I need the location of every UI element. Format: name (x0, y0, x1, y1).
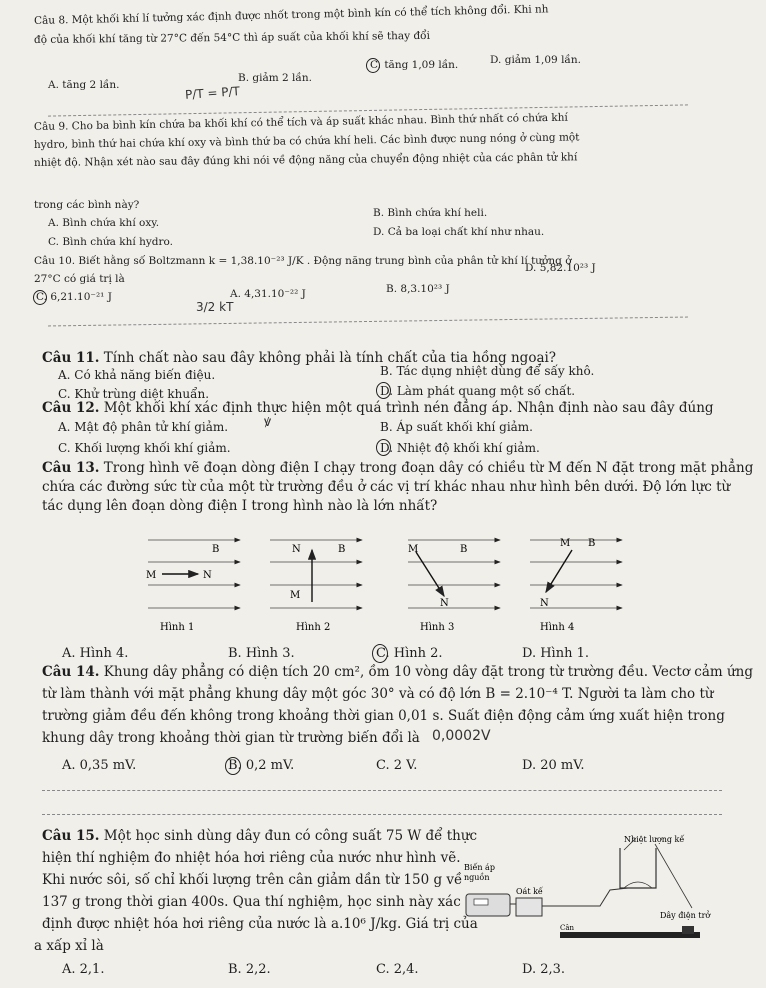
q15-apparatus-figure (460, 828, 715, 940)
q13-answer-circle (372, 644, 388, 663)
q9-line4: trong các bình này? (34, 199, 140, 211)
fig-label-source-2: nguồn (464, 873, 490, 882)
fig-label-wire: Dây điện trở (660, 911, 711, 920)
q13-figures (140, 520, 650, 632)
fig3-caption: Hình 3 (420, 622, 455, 632)
fig1-caption: Hình 1 (160, 622, 195, 632)
q12-option-b[interactable]: B. Áp suất khối khí giảm. (380, 420, 533, 434)
q13-line2: chứa các đường sức từ của một từ trường đều ở các vị trí khác nhau như hình bên dưới. Độ lớn lực từ (42, 479, 731, 495)
q12-answer-circle (376, 439, 391, 456)
q14-line4: khung dây trong khoảng thời gian từ trường biến đổi là (42, 730, 420, 746)
fig3-label-b: B (460, 544, 468, 555)
q15-line5: định được nhiệt hóa hơi riêng của nước là a.10⁶ J/kg. Giá trị của (42, 916, 478, 932)
q10-option-b[interactable]: B. 8,3.10²³ J (386, 283, 450, 295)
fig1-label-b: B (212, 544, 220, 555)
q15-line4: 137 g trong thời gian 400s. Qua thí nghiệm, học sinh này xác (42, 894, 461, 910)
q8-option-c[interactable]: C. tăng 1,09 lần. (370, 59, 459, 71)
q9-option-b[interactable]: B. Bình chứa khí heli. (373, 207, 488, 219)
divider (42, 814, 722, 815)
q8-line2: độ của khối khí tăng từ 27°C đến 54°C thì áp suất của khối khí sẽ thay đổi (33, 29, 431, 46)
balance-base (560, 932, 700, 938)
q11-answer-circle (376, 382, 391, 399)
q15-option-a[interactable]: A. 2,1. (62, 962, 105, 977)
q8-line1: Câu 8. Một khối khí lí tưởng xác định được nhốt trong một bình kín có thể tích không đổi. Khi nh (33, 3, 549, 27)
q10-line2: 27°C có giá trị là (34, 273, 125, 285)
fig-label-source-1: Biến áp (464, 863, 495, 872)
q14-option-d[interactable]: D. 20 mV. (522, 758, 585, 773)
fig4-label-m: M (560, 538, 571, 549)
fig3-label-n: N (440, 598, 449, 609)
fig2-label-m: M (290, 590, 301, 601)
q8-option-d[interactable]: D. giảm 1,09 lần. (490, 54, 581, 66)
q9-line3: nhiệt độ. Nhận xét nào sau đây đúng khi nói về động năng của chuyển động nhiệt của các phân tử khí (33, 151, 578, 169)
fig4-label-b: B (588, 538, 596, 549)
fig3-label-m: M (408, 544, 419, 555)
q11-option-c[interactable]: C. Khử trùng diệt khuẩn. (58, 387, 210, 401)
q13-line3: tác dụng lên đoạn dòng điện I trong hình nào là lớn nhất? (42, 498, 438, 514)
q15-option-b[interactable]: B. 2,2. (228, 962, 271, 977)
q9-option-a[interactable]: A. Bình chứa khí oxy. (48, 217, 160, 229)
figure-3 (408, 540, 500, 609)
q9-line1: Câu 9. Cho ba bình kín chứa ba khối khí có thể tích và áp suất khác nhau. Bình thứ nhất có chứa khí (33, 111, 568, 133)
fig4-caption: Hình 4 (540, 622, 575, 632)
fig1-label-n: N (203, 570, 212, 581)
q14-line2: từ làm thành với mặt phẳng khung dây một góc 30° và có độ lớn B = 2.10⁻⁴ T. Người ta làm cho từ (42, 686, 714, 702)
q9-option-d[interactable]: D. Cả ba loại chất khí như nhau. (373, 226, 545, 238)
q12-option-d[interactable]: D. Nhiệt độ khối khí giảm. (380, 441, 540, 455)
q8-option-b[interactable]: B. giảm 2 lần. (238, 72, 312, 84)
figure-2 (270, 540, 362, 608)
q10-option-a[interactable]: A. 4,31.10⁻²² J (230, 288, 306, 300)
q11-line1: Câu 11. Tính chất nào sau đây không phải là tính chất của tia hồng ngoại? (42, 350, 557, 366)
q14-line3: trường giảm đều đến không trong khoảng thời gian 0,01 s. Suất điện động cảm ứng xuất hiện trong (42, 708, 725, 724)
q11-option-b[interactable]: B. Tác dụng nhiệt dùng để sấy khô. (380, 364, 595, 378)
wattmeter-box (516, 898, 542, 916)
q13-line1: Câu 13. Trong hình vẽ đoạn dòng điện I chạy trong đoạn dây có chiều từ M đến N đặt trong mặt phẳng (42, 460, 754, 476)
q8-option-a[interactable]: A. tăng 2 lần. (48, 79, 120, 91)
figure-4 (530, 538, 622, 609)
q15-line2: hiện thí nghiệm đo nhiệt hóa hơi riêng của nước như hình vẽ. (42, 850, 461, 866)
fig-label-wattmeter: Oát kế (516, 887, 543, 896)
q12-option-c[interactable]: C. Khối lượng khối khí giảm. (58, 441, 231, 455)
q13-option-b[interactable]: B. Hình 3. (228, 646, 295, 661)
q15-option-c[interactable]: C. 2,4. (376, 962, 419, 977)
fig-label-calorimeter: Nhiệt lượng kế (624, 835, 685, 844)
figure-1 (146, 540, 240, 608)
q15-line3: Khi nước sôi, số chỉ khối lượng trên cân giảm dần từ 150 g về (42, 872, 463, 888)
q8-answer-circle (366, 58, 380, 73)
fig4-label-n: N (540, 598, 549, 609)
q14-line1: Câu 14. Khung dây phẳng có diện tích 20 cm², ồm 10 vòng dây đặt trong từ trường đều. Vectơ cảm ứng (42, 664, 753, 680)
q15-line1: Câu 15. Một học sinh dùng dây đun có công suất 75 W để thực (42, 828, 478, 844)
fig1-label-m: M (146, 570, 157, 581)
q10-option-d[interactable]: D. 5,82.10²³ J (525, 262, 596, 274)
q14-option-b[interactable]: B. 0,2 mV. (228, 758, 295, 773)
q13-option-d[interactable]: D. Hình 1. (522, 646, 589, 661)
q8-handwriting: P/T = P/T (184, 84, 241, 102)
q15-line6: a xấp xỉ là (34, 938, 104, 954)
q14-option-c[interactable]: C. 2 V. (376, 758, 418, 773)
fig2-label-b: B (338, 544, 346, 555)
q14-handwriting: 0,0002V (432, 728, 491, 744)
divider (42, 790, 722, 791)
q9-line2: hydro, bình thứ hai chứa khí oxy và bình thứ ba có chứa khí heli. Các bình được nung nóng ở cùng một (33, 131, 580, 151)
q13-option-a[interactable]: A. Hình 4. (62, 646, 129, 661)
q14-option-a[interactable]: A. 0,35 mV. (62, 758, 137, 773)
q10-option-c[interactable]: C. 6,21.10⁻²¹ J (36, 291, 112, 303)
q12-option-a[interactable]: A. Mật độ phân tử khí giảm. (58, 420, 229, 434)
q10-handwriting: 3/2 kT (196, 300, 234, 314)
q15-option-d[interactable]: D. 2,3. (522, 962, 566, 977)
q13-option-c[interactable]: C. Hình 2. (376, 646, 443, 661)
fig2-caption: Hình 2 (296, 622, 331, 632)
q14-answer-circle (225, 757, 241, 775)
q10-answer-circle (33, 290, 47, 305)
q11-option-d[interactable]: D. Làm phát quang một số chất. (380, 384, 576, 398)
q9-option-c[interactable]: C. Bình chứa khí hydro. (48, 236, 174, 248)
q11-option-a[interactable]: A. Có khả năng biến điệu. (58, 368, 216, 382)
fig2-label-n: N (292, 544, 301, 555)
divider (48, 317, 688, 327)
q10-line1: Câu 10. Biết hằng số Boltzmann k = 1,38.10⁻²³ J/K . Động năng trung bình của phân tử khí lí tưởng ở (34, 255, 572, 267)
q12-line1: Câu 12. Một khối khí xác định thực hiện một quá trình nén đẳng áp. Nhận định nào sau đây đúng (42, 400, 714, 416)
fig-label-balance: Cân (560, 924, 575, 932)
q12-handwriting-mark: ꝟ (264, 414, 272, 430)
